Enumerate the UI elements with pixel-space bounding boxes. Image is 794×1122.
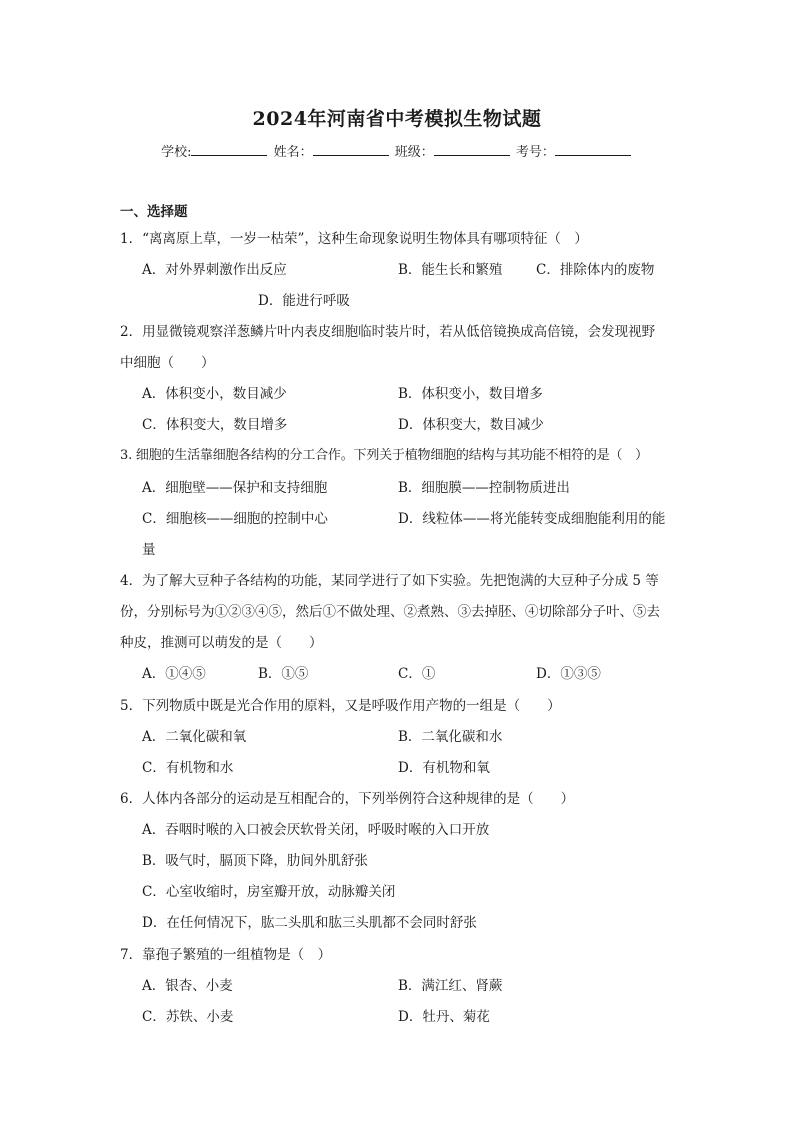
question-3-option-a: A．细胞壁——保护和支持细胞 — [142, 480, 328, 496]
question-3-option-b: B．细胞膜——控制物质进出 — [398, 480, 570, 496]
name-label: 姓名： — [273, 145, 313, 160]
question-6-option-a: A．吞咽时喉的入口被会厌软骨关闭，呼吸时喉的入口开放 — [142, 822, 490, 838]
question-1-option-b: B．能生长和繁殖 — [398, 262, 503, 278]
page-title: 2024年河南省中考模拟生物试题 — [252, 108, 542, 130]
question-1-stem: 1．“离离原上草，一岁一枯荣”，这种生命现象说明生物体具有哪项特征（ ） — [120, 231, 588, 247]
exam-number-label: 考号： — [515, 145, 555, 160]
question-4-stem-line-2: 份，分别标号为①②③④⑤，然后①不做处理、②煮熟、③去掉胚、④切除部分子叶、⑤去 — [120, 604, 660, 620]
question-4-option-d: D．①③⑤ — [536, 666, 601, 682]
question-5-option-b: B．二氧化碳和水 — [398, 729, 503, 745]
question-6-option-b: B．吸气时，膈顶下降，肋间外肌舒张 — [142, 853, 368, 869]
question-2-option-c: C．体积变大，数目增多 — [142, 417, 288, 433]
question-3-option-d: D．线粒体——将光能转变成细胞能利用的能 — [398, 511, 666, 527]
question-7-stem: 7．靠孢子繁殖的一组植物是（ ） — [120, 947, 332, 963]
student-info-row — [0, 141, 794, 160]
exam-number-blank — [555, 143, 631, 156]
question-4-stem-line-1: 4．为了解大豆种子各结构的功能，某同学进行了如下实验。先把饱满的大豆种子分成 5 等 — [120, 573, 659, 589]
question-6-option-c: C．心室收缩时，房室瓣开放，动脉瓣关闭 — [142, 884, 396, 900]
question-7-option-c: C．苏铁、小麦 — [142, 1009, 234, 1025]
question-1-option-d: D．能进行呼吸 — [258, 293, 350, 309]
name-blank — [313, 143, 389, 156]
question-5-stem: 5．下列物质中既是光合作用的原料，又是呼吸作用产物的一组是（ ） — [120, 698, 561, 714]
question-5-option-a: A．二氧化碳和氧 — [142, 729, 247, 745]
school-label: 学校: — [161, 145, 192, 160]
question-2-option-d: D．体积变大，数目减少 — [398, 417, 544, 433]
question-4-option-c: C．① — [398, 666, 436, 682]
question-5-option-d: D．有机物和氧 — [398, 760, 490, 776]
question-6-stem: 6．人体内各部分的运动是互相配合的，下列举例符合这种规律的是（ ） — [120, 791, 575, 807]
question-3-stem: 3. 细胞的生活靠细胞各结构的分工合作。下列关于植物细胞的结构与其功能不相符的是（ ） — [120, 448, 648, 463]
question-2-stem-line-1: 2．用显微镜观察洋葱鳞片叶内表皮细胞临时装片时，若从低倍镜换成高倍镜，会发现视野 — [120, 324, 656, 340]
question-1-option-c: C．排除体内的废物 — [536, 262, 655, 278]
question-7-option-a: A．银杏、小麦 — [142, 978, 233, 994]
question-2-option-b: B．体积变小，数目增多 — [398, 386, 543, 402]
question-3-option-c: C．细胞核——细胞的控制中心 — [142, 511, 328, 527]
question-4-stem-line-3: 种皮，推测可以萌发的是（ ） — [120, 635, 323, 651]
question-5-option-c: C．有机物和水 — [142, 760, 234, 776]
question-3-option-d-wrap: 量 — [142, 542, 156, 558]
question-6-option-d: D．在任何情况下，肱二头肌和肱三头肌都不会同时舒张 — [142, 915, 477, 931]
question-4-option-a: A．①④⑤ — [142, 666, 206, 682]
question-1-option-a: A．对外界刺激作出反应 — [142, 262, 287, 278]
class-label: 班级： — [394, 145, 434, 160]
question-7-option-b: B．满江红、肾蕨 — [398, 978, 503, 994]
question-2-stem-line-2: 中细胞（ ） — [120, 355, 215, 371]
class-blank — [434, 143, 510, 156]
section-heading: 一、选择题 — [120, 204, 188, 220]
question-7-option-d: D．牡丹、菊花 — [398, 1009, 490, 1025]
question-4-option-b: B．①⑤ — [258, 666, 309, 682]
school-blank — [191, 143, 267, 156]
question-2-option-a: A．体积变小，数目减少 — [142, 386, 287, 402]
